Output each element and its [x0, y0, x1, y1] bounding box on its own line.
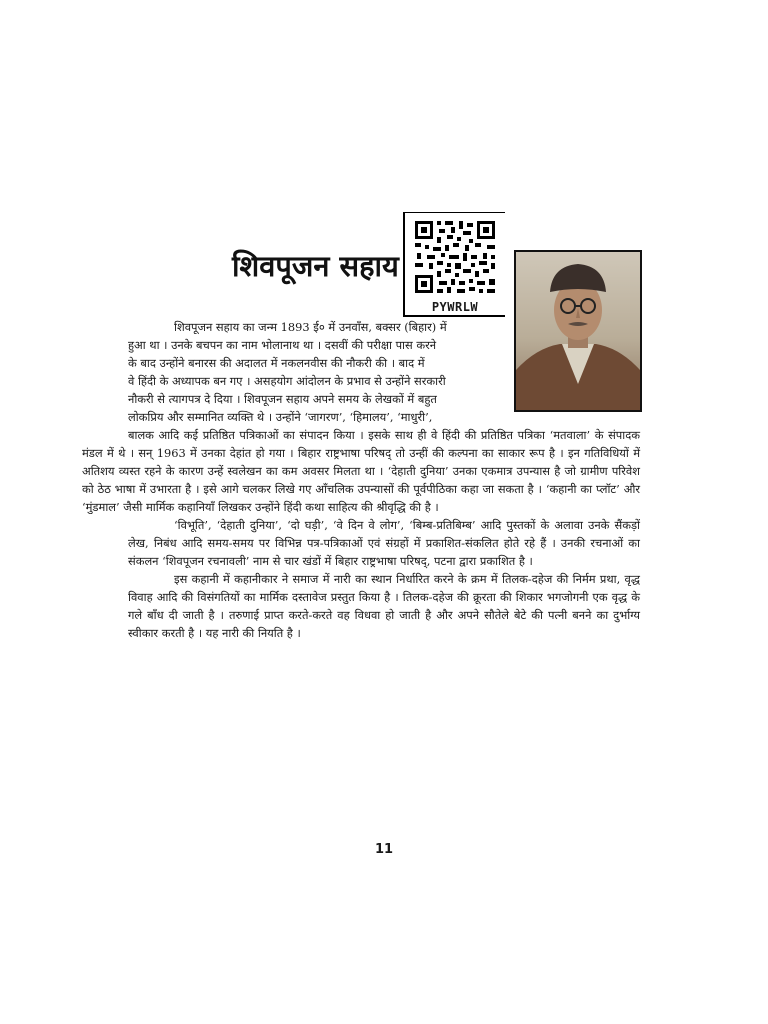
paragraph-1 [82, 318, 640, 516]
page-number: 11 [374, 842, 394, 857]
author-title: शिवपूजन सहाय [232, 249, 399, 283]
paragraph-3: इस कहानी में कहानीकार ने समाज में नारी का स्थान निर्धारित करने के क्रम में तिलक-दहेज की निर्मम प्रथा, वृद्ध विवाह आदि की विसंगतियों का मार्मिक दस्तावेज प्रस्तुत किया है । तिलक-दहेज की क्रूरता की शिकार भगजोगनी एक वृद्ध के गले बाँध दी जाती है । तरुणाई प्राप्त करते-करते वह विधवा हो जाती है और अपने सौतेले बेटे की पत्नी बनने का दुर्भाग्य स्वीकार करती है । यह नारी की नियति है । [128, 572, 641, 640]
wrapped-line: के बाद उन्होंने बनारस की अदालत में नकलनवीस की नौकरी की । बाद में [128, 356, 425, 370]
qr-code[interactable] [403, 212, 505, 317]
paragraph-2: ‘विभूति’, ‘देहाती दुनिया’, ‘दो घड़ी’, ‘वे दिन वे लोग’, ‘बिम्ब-प्रतिबिम्ब’ आदि पुस्तकों के अलावा उनके सैंकड़ों लेख, निबंध आदि समय-समय पर विभिन्न पत्र-पत्रिकाओं एवं संग्रहों में प्रकाशित-संकलित होते रहे हैं । उनकी रचनाओं का संकलन ‘शिवपूजन रचनावली’ नाम से चार खंडों में बिहार राष्ट्रभाषा परिषद्, पटना द्वारा प्रकाशित है । [128, 518, 640, 568]
wrapped-line: लोकप्रिय और सम्मानित व्यक्ति थे । उन्होंने ‘जागरण’, ‘हिमालय’, ‘माधुरी’, [128, 410, 433, 424]
biography-text [82, 318, 641, 642]
qr-code-label: PYWRLW [431, 300, 479, 314]
paragraph-1-rest: बालक आदि कई प्रतिष्ठित पत्रिकाओं का संपादन किया । इसके साथ ही वे हिंदी की प्रतिष्ठित पत्रिका ‘मतवाला’ के संपादक मंडल में थे । सन् 1963 में उनका देहांत हो गया । बिहार राष्ट्रभाषा परिषद् तो उन्हीं की कल्पना का साकार रूप है । इन गतिविधियों में अतिशय व्यस्त रहने के कारण उन्हें स्वलेखन का कम अवसर मिलता था । ‘देहाती दुनिया’ उनका एकमात्र उपन्यास है जो ग्रामीण परिवेश को ठेठ भाषा में उभारता है । इसे आगे चलकर लिखे गए आँचलिक उपन्यासों की पूर्वपीठिका कहा जा सकता है । ‘कहानी का प्लॉट’ और ‘मुंडमाल’ जैसी मार्मिक कहानियाँ लिखकर उन्होंने हिंदी कथा साहित्य की श्रीवृद्धि की है । [82, 428, 640, 514]
wrapped-line: नौकरी से त्यागपत्र दे दिया । शिवपूजन सहाय अपने समय के लेखकों में बहुत [128, 392, 437, 406]
wrapped-line: हुआ था । उनके बचपन का नाम भोलानाथ था । दसवीं की परीक्षा पास करने [128, 338, 437, 352]
wrapped-line: शिवपूजन सहाय का जन्म 1893 ई० में उनवाँस, बक्सर (बिहार) में [174, 320, 447, 334]
qr-code-icon [413, 219, 497, 295]
wrapped-line: वे हिंदी के अध्यापक बन गए । असहयोग आंदोलन के प्रभाव से उन्होंने सरकारी [128, 374, 446, 388]
